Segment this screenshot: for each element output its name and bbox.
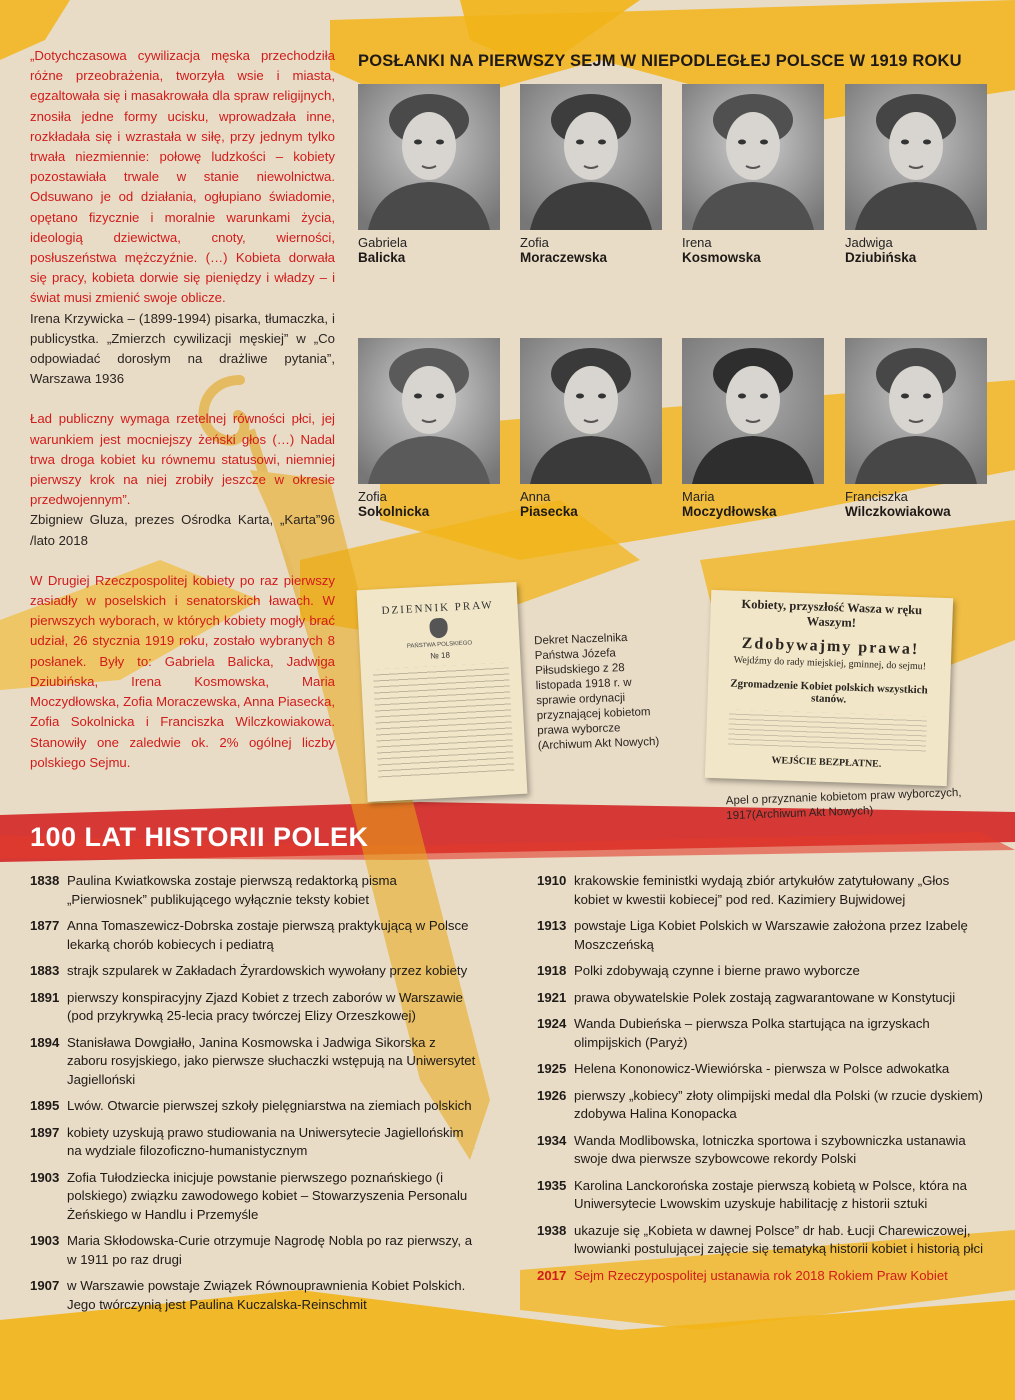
timeline-entry: [537, 1132, 987, 1169]
timeline-text: Anna Tomaszewicz-Dobrska zostaje pierwszą praktykującą w Polsce lekarką chorób kobiecych i pediatrą: [67, 918, 469, 952]
portrait-photo: [358, 338, 500, 484]
portrait-last-name: Dziubińska: [845, 250, 917, 265]
timeline-year: 1926: [537, 1087, 567, 1103]
poster-caption: Apel o przyznanie kobietom praw wyborczych, 1917(Archiwum Akt Nowych): [725, 786, 962, 823]
portrait-last-name: Sokolnicka: [358, 504, 430, 519]
portrait-last-name: Wilczkowiakowa: [845, 504, 951, 519]
decree-number: № 18: [430, 650, 451, 661]
poster-small-print: [728, 710, 927, 753]
timeline-left-column: [30, 872, 478, 1322]
poster-line-1: Kobiety, przyszłość Wasza w ręku Waszym!: [741, 596, 923, 630]
timeline-text: strajk szpularek w Zakładach Żyrardowskich wywołany przez kobiety: [67, 963, 468, 978]
timeline-year: 1894: [30, 1034, 60, 1050]
portrait-first-name: Zofia: [358, 489, 387, 504]
timeline-entry: [30, 1097, 478, 1116]
timeline-entry: [537, 1267, 987, 1286]
portrait-photo: [682, 84, 824, 230]
timeline-entry: [30, 1169, 478, 1225]
timeline-text: Paulina Kwiatkowska zostaje pierwszą redaktorką pisma „Pierwiosnek” publikującego wyłącznie teksty kobiet: [67, 873, 397, 907]
decree-text-lines: [373, 662, 515, 779]
timeline-entry: [537, 917, 987, 954]
timeline-entry: [30, 1034, 478, 1090]
timeline-text: Maria Skłodowska-Curie otrzymuje Nagrodę Nobla po raz pierwszy, a w 1911 po raz drugi: [67, 1233, 473, 1267]
timeline-entry: [537, 1015, 987, 1052]
timeline-entry: [537, 1222, 987, 1259]
timeline-text: prawa obywatelskie Polek zostają zagwarantowane w Konstytucji: [574, 989, 956, 1005]
timeline-text: pierwszy „kobiecy” złoty olimpijski medal dla Polski (w rzucie dyskiem) zdobywa Halina Konopacka: [574, 1087, 983, 1121]
portrait-photo: [682, 338, 824, 484]
timeline-year: 1895: [30, 1098, 60, 1113]
portrait-gallery: [0, 0, 1015, 600]
timeline-text: w Warszawie powstaje Związek Równouprawnienia Kobiet Polskich. Jego twórczynią jest Paulina Kuczalska-Reinschmit: [67, 1278, 466, 1312]
portrait-card: [520, 338, 662, 519]
portrait-photo: [845, 84, 987, 230]
decree-eagle-icon: [429, 618, 448, 639]
portrait-card: [358, 84, 500, 265]
portrait-last-name: Piasecka: [520, 504, 578, 519]
timeline-entry: [537, 989, 987, 1008]
timeline-text: Polki zdobywają czynne i bierne prawo wyborcze: [574, 963, 860, 978]
timeline-text: Stanisława Dowgiałło, Janina Kosmowska i Jadwiga Sikorska z zaboru rosyjskiego, jako pierwsze słuchaczki wstępują na Uniwersytet Jagielloński: [67, 1034, 476, 1087]
portrait-photo: [358, 84, 500, 230]
portrait-first-name: Franciszka: [845, 489, 908, 504]
portrait-first-name: Zofia: [520, 235, 549, 250]
timeline-year: 1891: [30, 989, 60, 1005]
timeline-entry: [30, 917, 478, 954]
portrait-first-name: Maria: [682, 489, 715, 504]
timeline-year: 1883: [30, 963, 60, 978]
timeline-year: 1925: [537, 1061, 567, 1076]
timeline-text: krakowskie feministki wydają zbiór artykułów zatytułowany „Głos kobiet w kwestii kobiecej” pod red. Kazimiery Bujwidowej: [574, 873, 950, 907]
portrait-first-name: Gabriela: [358, 235, 408, 250]
timeline-year: 1838: [30, 873, 60, 888]
timeline-year: 1910: [537, 873, 567, 888]
decree-caption: Dekret Naczelnika Państwa Józefa Piłsudskiego z 28 listopada 1918 r. w sprawie ordynacji przyznającej kobietom prawa wyborcze (Archiwum Akt Nowych): [533, 631, 660, 753]
intro-paragraph: W Drugiej Rzeczpospolitej kobiety po raz pierwszy zasiadły w poselskich i senatorskich ławach. W pierwszych wyborach, w których kobiety mogły brać udział, 26 stycznia 1919 roku, zostało wybranych 8 posłanek. Były to: Gabriela Balicka, Jadwiga Dziubińska, Irena Kosmowska, Maria Moczydłowska, Zofia Moraczewska, Anna Piasecka, Zofia Sokolnicka i Franciszka Wilczkowiakowa. Stanowiły one zaledwie ok. 2% ogólnej liczby polskiego Sejmu.: [30, 572, 335, 770]
timeline-year: 1924: [537, 1016, 567, 1031]
timeline-entry: [30, 962, 478, 981]
timeline-year: 1907: [30, 1278, 60, 1293]
portrait-first-name: Anna: [520, 489, 551, 504]
portrait-last-name: Balicka: [358, 250, 406, 265]
decree-document-image: [357, 582, 528, 802]
timeline-text: Helena Kononowicz-Wiewiórska - pierwsza w Polsce adwokatka: [574, 1061, 950, 1076]
timeline-year: 1934: [537, 1132, 567, 1148]
timeline-year: 1921: [537, 989, 567, 1005]
timeline-text: Wanda Modlibowska, lotniczka sportowa i szybowniczka ustanawia swoje dwa pierwsze szybowcowe rekordy Polski: [574, 1132, 966, 1166]
quote-gluza-source: Zbigniew Gluza, prezes Ośrodka Karta, „Karta”96 /lato 2018: [30, 512, 335, 548]
timeline-text: Zofia Tułodziecka inicjuje powstanie pierwszego poznańskiego (i polskiego) związku zawodowego kobiet – Stowarzyszenia Personalu Żeńskiego w Handlu i Przemyśle: [67, 1169, 468, 1222]
portrait-photo: [845, 338, 987, 484]
portrait-first-name: Irena: [682, 235, 712, 250]
timeline-year: 1918: [537, 963, 567, 978]
timeline-entry: [537, 1060, 987, 1079]
portrait-card: [358, 338, 500, 519]
timeline-text: Sejm Rzeczypospolitej ustanawia rok 2018 Rokiem Praw Kobiet: [574, 1267, 948, 1283]
timeline-text: kobiety uzyskują prawo studiowania na Uniwersytecie Jagiellońskim na wydziale filozoficzno-humanistycznym: [67, 1124, 464, 1158]
timeline-entry: [30, 1277, 478, 1314]
decree-subheader: PAŃSTWA POLSKIEGO: [406, 640, 473, 650]
timeline-entry: [30, 1232, 478, 1269]
timeline-right-column: [537, 872, 987, 1293]
timeline-entry: [30, 872, 478, 909]
decree-header: DZIENNIK PRAW: [381, 599, 494, 618]
poster-image: [705, 590, 953, 786]
timeline-year: 1877: [30, 918, 60, 933]
timeline-entry: [537, 962, 987, 981]
timeline-text: pierwszy konspiracyjny Zjazd Kobiet z trzech zaborów w Warszawie (pod przykrywką 25-lecia pracy twórczej Elizy Orzeszkowej): [67, 989, 464, 1023]
portrait-card: [520, 84, 662, 265]
portrait-last-name: Kosmowska: [682, 250, 761, 265]
timeline-heading: 100 LAT HISTORII POLEK: [30, 822, 369, 852]
quote-gluza: Ład publiczny wymaga rzetelnej równości płci, jej warunkiem jest mocniejszy żeński głos (…) Nadal trwa droga kobiet ku równemu statusowi, niemniej pierwszy krok na niej zrobiły jeszcze w okresie przedwojennym”.: [30, 411, 335, 508]
timeline-year: 1903: [30, 1169, 60, 1185]
timeline-year: 1913: [537, 918, 567, 933]
timeline-text: ukazuje się „Kobieta w dawnej Polsce” dr hab. Łucji Charewiczowej, lwowianki postulującej zajęcie się tematyką historii kobiet i historią płci: [574, 1222, 983, 1256]
timeline-entry: [30, 1124, 478, 1161]
portrait-photo: [520, 338, 662, 484]
poster-line-2: Zdobywajmy prawa!: [741, 634, 920, 659]
quote-krzywicka: „Dotychczasowa cywilizacja męska przechodziła różne przeobrażenia, tworzyła wsie i miasta, egzaltowała się i masakrowała dla spraw religijnych, znosiła jedne formy ucisku, wprowadzała inne, rozkładała się i wzrastała w siłę, przy jednym tylko trwała niezmiennie: połowę ludzkości – kobiety pozostawiała trwale w stanie niewolnictwa. Odsuwano je od działania, ogłupiano świadomie, opętano fizycznie i moralnie warunkami życia, ideologią dziewictwa, cnoty, wierności, posłuszeństwa mężczyźnie. (…) Kobieta dorwała się pracy, kobieta dorwie się pieniędzy i władzy – i świat musi zmienić swoje oblicze.: [30, 48, 335, 306]
portrait-card: [682, 338, 824, 519]
timeline-year: 2017: [537, 1267, 567, 1283]
timeline-text: Wanda Dubieńska – pierwsza Polka startująca na igrzyskach olimpijskich (Paryż): [574, 1016, 930, 1050]
timeline-entry: [537, 1177, 987, 1214]
portrait-photo: [520, 84, 662, 230]
timeline-year: 1935: [537, 1177, 567, 1193]
poster-line-4: Zgromadzenie Kobiet polskich wszystkich stanów.: [730, 677, 928, 706]
poster-line-5: WEJŚCIE BEZPŁATNE.: [771, 755, 882, 770]
portrait-last-name: Moczydłowska: [682, 504, 777, 519]
timeline-entry: [537, 872, 987, 909]
timeline-year: 1897: [30, 1124, 60, 1140]
poster-line-3: Wejdźmy do rady miejskiej, gminnej, do sejmu!: [733, 654, 927, 673]
timeline-text: powstaje Liga Kobiet Polskich w Warszawie założona przez Izabelę Moszczeńską: [574, 918, 968, 952]
timeline-entry: [30, 989, 478, 1026]
portrait-card: [845, 84, 987, 265]
portrait-card: [682, 84, 824, 265]
gallery-title: POSŁANKI NA PIERWSZY SEJM W NIEPODLEGŁEJ POLSCE W 1919 ROKU: [358, 52, 962, 70]
quote-krzywicka-source: Irena Krzywicka – (1899-1994) pisarka, tłumaczka, i publicystka. „Zmierzch cywilizacji męskiej” w „Co odpowiadać dorosłym na drażliwe pytania”, Warszawa 1936: [30, 310, 335, 387]
portrait-card: [845, 338, 987, 519]
timeline-year: 1903: [30, 1233, 60, 1248]
portrait-first-name: Jadwiga: [845, 235, 893, 250]
timeline-text: Lwów. Otwarcie pierwszej szkoły pielęgniarstwa na ziemiach polskich: [67, 1098, 472, 1113]
portrait-last-name: Moraczewska: [520, 250, 608, 265]
timeline-text: Karolina Lanckorońska zostaje pierwszą kobietą w Polsce, która na Uniwersytecie Lwowskim uzyskuje habilitację z historii sztuki: [574, 1177, 967, 1211]
timeline-entry: [537, 1087, 987, 1124]
timeline-year: 1938: [537, 1222, 567, 1238]
